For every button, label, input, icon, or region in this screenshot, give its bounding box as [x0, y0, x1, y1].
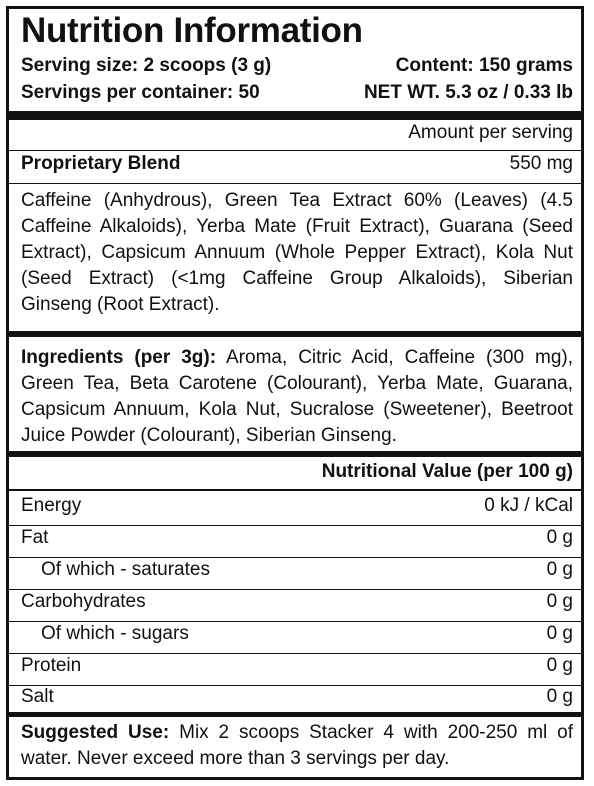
nutrient-value: 0 kJ / kCal — [484, 495, 573, 516]
nutrition-row — [21, 655, 573, 677]
servings-per-container: Servings per container: 50 — [21, 82, 260, 103]
nutrient-label: Fat — [21, 527, 49, 548]
nutrient-label: Carbohydrates — [21, 591, 146, 612]
blend-amount: 550 mg — [509, 153, 573, 174]
net-weight: NET WT. 5.3 oz / 0.33 lb — [363, 82, 573, 103]
nutrition-label — [6, 6, 584, 780]
divider — [9, 653, 581, 654]
divider — [9, 183, 581, 184]
divider — [9, 621, 581, 622]
divider-thick — [9, 111, 581, 120]
suggested-use — [21, 720, 573, 772]
label-title: Nutrition Information — [21, 11, 363, 50]
divider-thick — [9, 331, 581, 337]
divider — [9, 589, 581, 590]
nutrient-value: 0 g — [546, 559, 573, 580]
nutrient-label: Salt — [21, 686, 54, 707]
nutrition-row — [21, 495, 573, 517]
nutrition-row — [21, 591, 573, 613]
proprietary-blend-row — [21, 153, 573, 175]
serving-size: Serving size: 2 scoops (3 g) — [21, 55, 272, 76]
suggested-use-text: Mix 2 scoops Stacker 4 with 200-250 ml of water. Never exceed more than 3 servings per day. — [21, 722, 574, 769]
nutrient-value: 0 g — [546, 623, 573, 644]
divider — [9, 557, 581, 558]
divider — [9, 150, 581, 151]
divider — [9, 489, 581, 491]
serving-info-row — [21, 55, 573, 77]
ingredients-label: Ingredients (per 3g): — [21, 347, 217, 368]
nutrient-value: 0 g — [546, 591, 573, 612]
nutrition-row — [21, 527, 573, 549]
blend-name: Proprietary Blend — [21, 153, 181, 174]
nutrition-row — [21, 559, 573, 581]
blend-ingredients: Caffeine (Anhydrous), Green Tea Extract 60% (Leaves) (4.5 Caffeine Alkaloids), Yerba Mate (Fruit Extract), Guarana (Seed Extract), Capsicum Annuum (Whole Pepper Extract), Kola Nut (Seed Extract) (<1mg Caffeine Group Alkaloids), Siberian Ginseng (Root Extract). — [21, 190, 573, 315]
ingredients-text — [21, 345, 573, 449]
divider-thick — [9, 451, 581, 457]
ingredients-list: Aroma, Citric Acid, Caffeine (300 mg), Green Tea, Beta Carotene (Colourant), Yerba Mate, Guarana, Capsicum Annuum, Kola Nut, Sucralose (Sweetener), Beetroot Juice Powder (Colourant), Siberian Ginseng. — [21, 347, 574, 446]
nutrient-value: 0 g — [546, 655, 573, 676]
nutrient-label: Energy — [21, 495, 82, 516]
divider-thick — [9, 712, 581, 717]
nutrient-value: 0 g — [546, 527, 573, 548]
nutrient-label: Of which - sugars — [41, 623, 189, 644]
nutritional-value-header: Nutritional Value (per 100 g) — [321, 461, 573, 482]
suggested-use-label: Suggested Use: — [21, 722, 170, 743]
nutrient-label: Of which - saturates — [41, 559, 210, 580]
amount-per-serving: Amount per serving — [408, 122, 573, 143]
divider — [9, 525, 581, 526]
content-amount: Content: 150 grams — [395, 55, 573, 76]
nutrient-value: 0 g — [546, 686, 573, 707]
container-info-row — [21, 82, 573, 104]
nutrition-row — [21, 623, 573, 645]
nutrition-row — [21, 686, 573, 708]
nutrient-label: Protein — [21, 655, 82, 676]
